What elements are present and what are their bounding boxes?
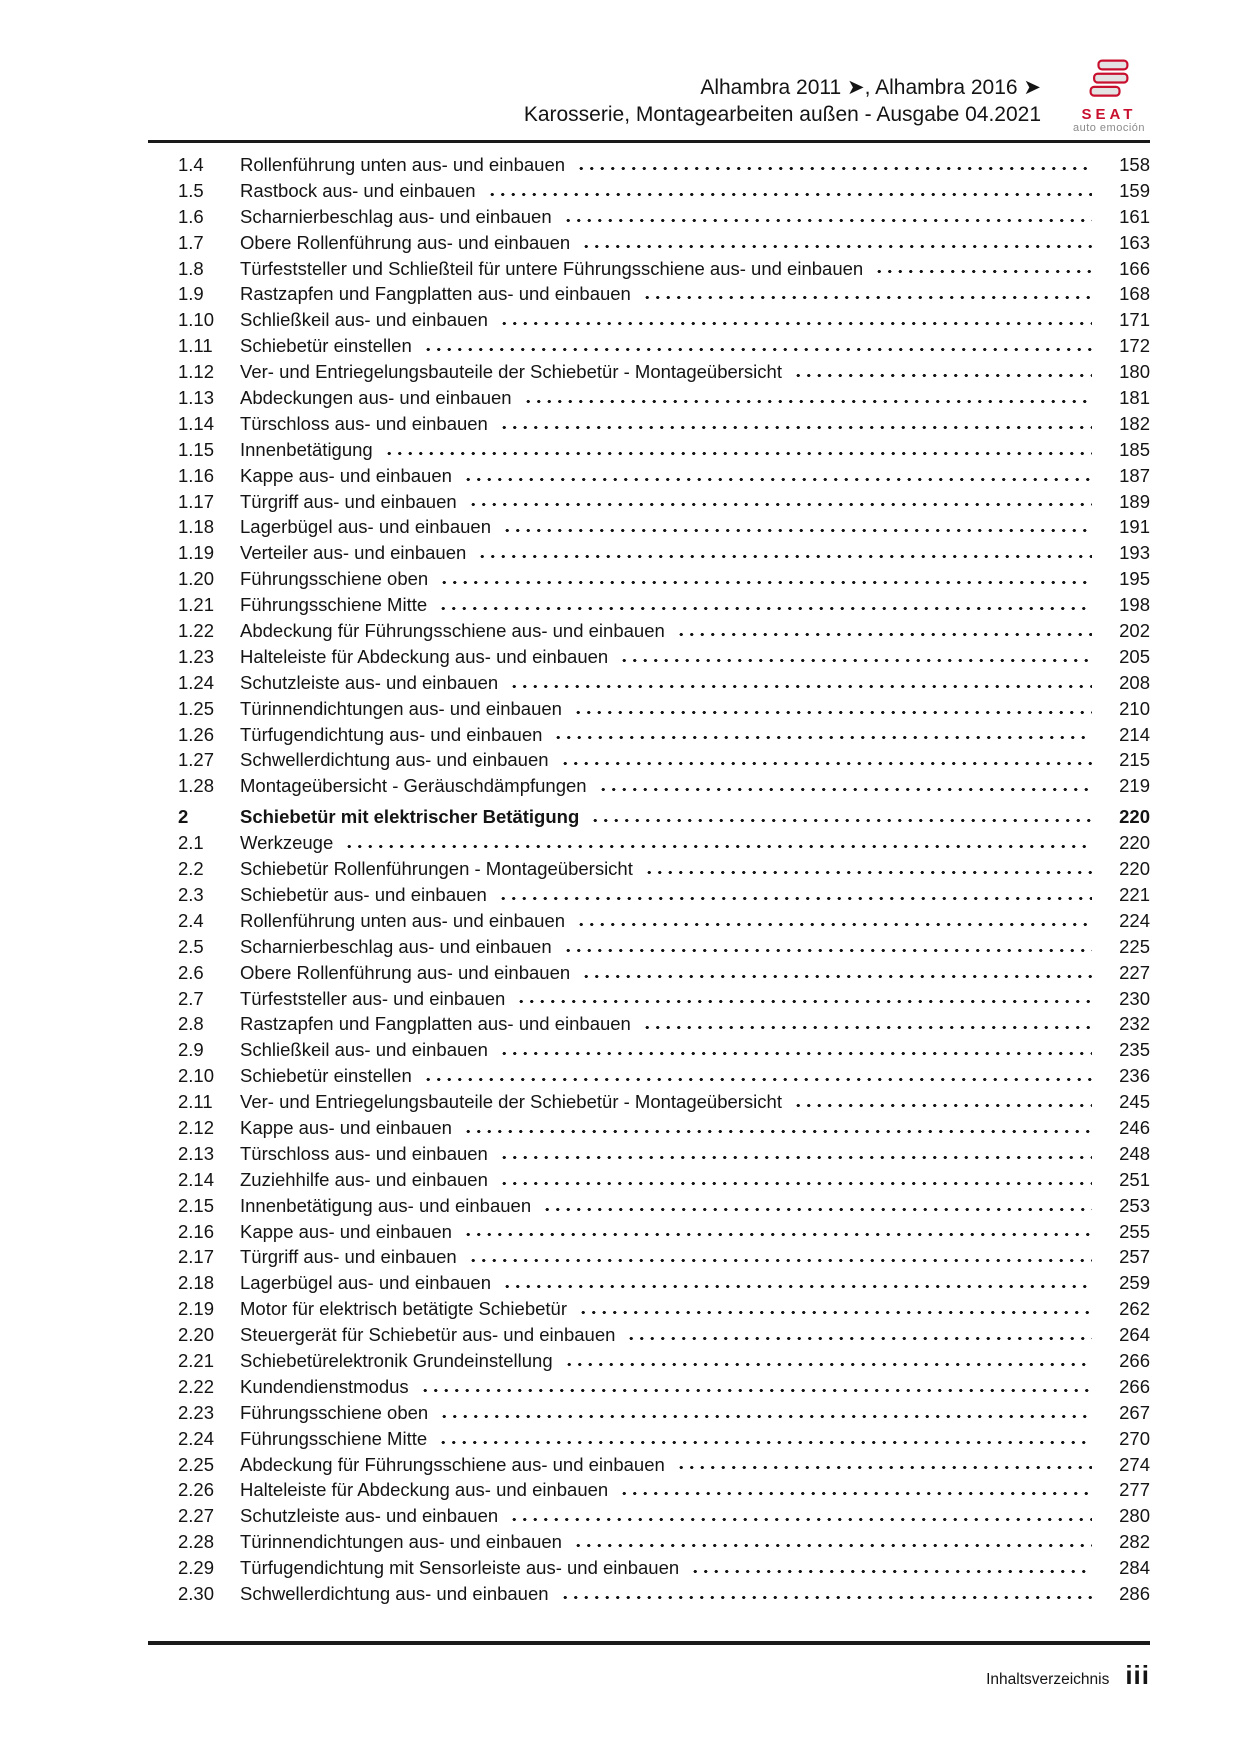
toc-entry-number: 1.27 — [178, 749, 215, 771]
toc-entry-title: Innenbetätigung — [240, 438, 373, 460]
toc-entry-number: 1.21 — [178, 594, 215, 616]
toc-entry — [148, 1011, 1150, 1037]
toc-entry-number: 2.26 — [178, 1479, 215, 1501]
toc-leader-dots — [793, 1103, 1092, 1108]
toc-entry-page: 181 — [1119, 387, 1150, 409]
toc-leader-dots — [564, 1362, 1092, 1367]
toc-leader-dots — [438, 1440, 1092, 1445]
toc-entry-page: 220 — [1119, 858, 1150, 880]
toc-leader-dots — [581, 974, 1092, 979]
toc-entry-title: Lagerbügel aus- und einbauen — [240, 1272, 491, 1294]
toc-entry — [148, 1452, 1150, 1478]
toc-entry-title: Kappe aus- und einbauen — [240, 1116, 452, 1138]
toc-entry-number: 2.14 — [178, 1168, 215, 1190]
toc-entry-number: 1.7 — [178, 231, 204, 253]
header-title-block — [524, 58, 1041, 128]
toc-entry-number: 1.11 — [178, 335, 213, 357]
toc-entry — [148, 385, 1150, 411]
toc-entry-page: 224 — [1119, 909, 1150, 931]
toc-entry-page: 166 — [1119, 257, 1150, 279]
toc-entry — [148, 1322, 1150, 1348]
toc-leader-dots — [563, 218, 1092, 223]
toc-entry — [148, 856, 1150, 882]
toc-entry-page: 274 — [1119, 1453, 1150, 1475]
toc-entry-page: 227 — [1119, 961, 1150, 983]
toc-leader-dots — [439, 580, 1092, 585]
toc-leader-dots — [619, 1491, 1092, 1496]
toc-entry — [148, 281, 1150, 307]
toc-entry-number: 1.25 — [178, 697, 215, 719]
toc-entry-page: 270 — [1119, 1427, 1150, 1449]
toc-entry — [148, 1296, 1150, 1322]
toc-entry-title: Führungsschiene Mitte — [240, 1427, 428, 1449]
toc-entry-page: 220 — [1119, 806, 1150, 828]
toc-entry-title: Verteiler aus- und einbauen — [240, 542, 467, 564]
table-of-contents — [148, 152, 1150, 1607]
toc-entry-number: 1.15 — [178, 438, 215, 460]
toc-leader-dots — [468, 1258, 1092, 1263]
seat-s-logo-icon — [1086, 58, 1132, 105]
toc-leader-dots — [509, 684, 1092, 689]
toc-entry-number: 2.9 — [178, 1039, 204, 1061]
toc-entry-title: Führungsschiene oben — [240, 1401, 429, 1423]
toc-leader-dots — [423, 347, 1092, 352]
toc-entry-number: 2.16 — [178, 1220, 215, 1242]
toc-entry-page: 245 — [1119, 1091, 1150, 1113]
toc-entry-number: 2.24 — [178, 1427, 215, 1449]
page-header — [148, 58, 1150, 135]
toc-entry-number: 1.4 — [178, 154, 204, 175]
toc-entry-number: 2.28 — [178, 1531, 215, 1553]
toc-entry-number: 2.10 — [178, 1065, 215, 1087]
toc-entry-page: 205 — [1119, 645, 1150, 667]
toc-leader-dots — [553, 735, 1092, 740]
toc-leader-dots — [563, 948, 1092, 953]
toc-entry — [148, 1529, 1150, 1555]
toc-entry-title: Obere Rollenführung aus- und einbauen — [240, 231, 571, 253]
toc-entry-number: 2.12 — [178, 1116, 215, 1138]
toc-leader-dots — [499, 1181, 1092, 1186]
toc-entry-number: 2.21 — [178, 1349, 215, 1371]
toc-entry-title: Motor für elektrisch betätigte Schiebetür — [240, 1298, 567, 1320]
toc-entry-page: 246 — [1119, 1116, 1150, 1138]
header-model-line: Alhambra 2011 ➤, Alhambra 2016 ➤ — [700, 76, 1041, 99]
toc-leader-dots — [560, 761, 1092, 766]
seat-logo-tagline: auto emoción — [1072, 122, 1146, 134]
toc-entry-title: Schiebetürelektronik Grundeinstellung — [240, 1349, 553, 1371]
toc-leader-dots — [477, 554, 1092, 559]
toc-leader-dots — [578, 1310, 1092, 1315]
toc-entry-page: 232 — [1119, 1013, 1150, 1035]
toc-leader-dots — [502, 1284, 1092, 1289]
toc-leader-dots — [499, 1051, 1092, 1056]
toc-entry-title: Türgriff aus- und einbauen — [240, 1246, 457, 1268]
toc-entry — [148, 1270, 1150, 1296]
footer-section-label: Inhaltsverzeichnis — [986, 1671, 1110, 1688]
toc-entry-page: 158 — [1119, 154, 1150, 175]
toc-leader-dots — [676, 1465, 1092, 1470]
toc-entry-page: 185 — [1119, 438, 1150, 460]
toc-entry-number: 1.13 — [178, 387, 215, 409]
toc-entry-page: 286 — [1119, 1582, 1150, 1604]
toc-entry-title: Scharnierbeschlag aus- und einbauen — [240, 205, 552, 227]
toc-entry-title: Innenbetätigung aus- und einbauen — [240, 1194, 532, 1216]
toc-entry — [148, 411, 1150, 437]
toc-leader-dots — [463, 477, 1092, 482]
toc-entry — [148, 1374, 1150, 1400]
toc-entry-number: 2 — [178, 806, 189, 828]
toc-entry-title: Schwellerdichtung aus- und einbauen — [240, 1582, 549, 1604]
toc-entry-page: 189 — [1119, 490, 1150, 512]
toc-entry — [148, 307, 1150, 333]
toc-leader-dots — [542, 1207, 1092, 1212]
toc-entry-number: 1.20 — [178, 568, 215, 590]
toc-entry — [148, 618, 1150, 644]
toc-leader-dots — [573, 710, 1092, 715]
toc-entry-page: 225 — [1119, 935, 1150, 957]
toc-entry — [148, 1063, 1150, 1089]
toc-entry-page: 221 — [1119, 883, 1150, 905]
toc-entry-number: 1.14 — [178, 412, 215, 434]
toc-entry — [148, 566, 1150, 592]
toc-entry-page: 163 — [1119, 231, 1150, 253]
toc-entry — [148, 1503, 1150, 1529]
toc-entry-number: 2.3 — [178, 883, 204, 905]
toc-entry-title: Lagerbügel aus- und einbauen — [240, 516, 491, 538]
toc-entry-title: Scharnierbeschlag aus- und einbauen — [240, 935, 552, 957]
toc-entry-number: 1.24 — [178, 671, 215, 693]
toc-entry-title: Abdeckung für Führungsschiene aus- und einbauen — [240, 1453, 665, 1475]
toc-entry-title: Türfugendichtung mit Sensorleiste aus- und einbauen — [240, 1557, 680, 1579]
toc-entry — [148, 1400, 1150, 1426]
toc-entry-number: 1.10 — [178, 309, 215, 331]
toc-entry — [148, 592, 1150, 618]
toc-entry — [148, 960, 1150, 986]
toc-entry — [148, 696, 1150, 722]
toc-entry-number: 2.2 — [178, 858, 204, 880]
toc-entry — [148, 1037, 1150, 1063]
toc-entry-number: 2.29 — [178, 1557, 215, 1579]
header-document-line: Karosserie, Montagearbeiten außen - Ausgabe 04.2021 — [523, 103, 1041, 126]
toc-entry-title: Schiebetür einstellen — [240, 1065, 412, 1087]
toc-entry-title: Rastzapfen und Fangplatten aus- und einbauen — [240, 283, 631, 305]
toc-entry — [148, 644, 1150, 670]
toc-entry-title: Führungsschiene Mitte — [240, 594, 428, 616]
toc-entry — [148, 670, 1150, 696]
toc-entry-number: 2.7 — [178, 987, 204, 1009]
toc-entry — [148, 437, 1150, 463]
toc-entry-title: Schiebetür Rollenführungen - Montageübersicht — [240, 858, 633, 880]
toc-entry-number: 2.4 — [178, 909, 204, 931]
toc-leader-dots — [487, 192, 1092, 197]
toc-entry — [148, 230, 1150, 256]
toc-entry — [148, 514, 1150, 540]
toc-entry-title: Führungsschiene oben — [240, 568, 429, 590]
toc-entry-number: 2.6 — [178, 961, 204, 983]
toc-entry-title: Ver- und Entriegelungsbauteile der Schiebetür - Montageübersicht — [240, 361, 782, 383]
toc-entry-title: Zuziehhilfe aus- und einbauen — [240, 1168, 488, 1190]
toc-entry-number: 2.25 — [178, 1453, 215, 1475]
toc-entry-title: Schiebetür einstellen — [240, 335, 412, 357]
toc-entry — [148, 1089, 1150, 1115]
footer-divider — [148, 1641, 1150, 1645]
toc-entry-number: 2.17 — [178, 1246, 215, 1268]
toc-entry — [148, 1141, 1150, 1167]
toc-leader-dots — [420, 1388, 1092, 1393]
toc-entry-title: Türschloss aus- und einbauen — [240, 1142, 488, 1164]
toc-entry-page: 267 — [1119, 1401, 1150, 1423]
toc-entry-title: Schiebetür aus- und einbauen — [240, 883, 487, 905]
toc-entry-title: Schließkeil aus- und einbauen — [240, 309, 488, 331]
toc-entry-title: Türfugendichtung aus- und einbauen — [240, 723, 543, 745]
toc-entry-page: 208 — [1119, 671, 1150, 693]
toc-entry-title: Schutzleiste aus- und einbauen — [240, 1505, 499, 1527]
toc-entry-page: 159 — [1119, 179, 1150, 201]
toc-leader-dots — [499, 1155, 1092, 1160]
toc-entry-page: 171 — [1119, 309, 1150, 331]
toc-entry-title: Türschloss aus- und einbauen — [240, 412, 488, 434]
toc-leader-dots — [499, 425, 1092, 430]
toc-entry-number: 2.11 — [178, 1091, 213, 1113]
toc-leader-dots — [499, 321, 1092, 326]
toc-entry — [148, 830, 1150, 856]
toc-entry-page: 280 — [1119, 1505, 1150, 1527]
toc-entry-title: Rollenführung unten aus- und einbauen — [240, 154, 566, 175]
toc-entry-number: 1.18 — [178, 516, 215, 538]
toc-entry-title: Türinnendichtungen aus- und einbauen — [240, 697, 562, 719]
toc-entry-number: 1.22 — [178, 620, 215, 642]
toc-entry-title: Türfeststeller und Schließteil für untere Führungsschiene aus- und einbauen — [240, 257, 864, 279]
toc-entry-page: 214 — [1119, 723, 1150, 745]
toc-entry-title: Abdeckung für Führungsschiene aus- und einbauen — [240, 620, 665, 642]
toc-entry — [148, 722, 1150, 748]
toc-entry-title: Obere Rollenführung aus- und einbauen — [240, 961, 571, 983]
toc-entry-number: 2.1 — [178, 832, 204, 854]
toc-entry-page: 253 — [1119, 1194, 1150, 1216]
toc-entry-page: 198 — [1119, 594, 1150, 616]
toc-entry-number: 2.27 — [178, 1505, 215, 1527]
toc-entry-page: 195 — [1119, 568, 1150, 590]
toc-entry-page: 191 — [1119, 516, 1150, 538]
toc-entry — [148, 152, 1150, 178]
toc-entry-page: 282 — [1119, 1531, 1150, 1553]
toc-entry — [148, 1244, 1150, 1270]
toc-entry-title: Montageübersicht - Geräuschdämpfungen — [240, 775, 587, 797]
toc-leader-dots — [509, 1517, 1092, 1522]
toc-leader-dots — [438, 606, 1092, 611]
toc-entry — [148, 1193, 1150, 1219]
toc-leader-dots — [463, 1232, 1092, 1237]
toc-leader-dots — [468, 502, 1092, 507]
toc-entry-title: Kappe aus- und einbauen — [240, 464, 452, 486]
toc-entry — [148, 747, 1150, 773]
footer-page-number: iii — [1125, 1660, 1150, 1690]
toc-entry — [148, 1167, 1150, 1193]
toc-leader-dots — [642, 1025, 1092, 1030]
toc-entry-title: Türgriff aus- und einbauen — [240, 490, 457, 512]
toc-leader-dots — [598, 787, 1092, 792]
toc-entry-page: 187 — [1119, 464, 1150, 486]
toc-entry — [148, 882, 1150, 908]
toc-entry-title: Schwellerdichtung aus- und einbauen — [240, 749, 549, 771]
toc-entry — [148, 1581, 1150, 1607]
toc-entry-number: 2.5 — [178, 935, 204, 957]
toc-entry-title: Halteleiste für Abdeckung aus- und einbauen — [240, 1479, 609, 1501]
toc-entry-number: 1.12 — [178, 361, 215, 383]
toc-entry-title: Steuergerät für Schiebetür aus- und einbauen — [240, 1324, 616, 1346]
toc-entry-title: Türinnendichtungen aus- und einbauen — [240, 1531, 562, 1553]
toc-entry-title: Werkzeuge — [240, 832, 334, 854]
toc-entry — [148, 986, 1150, 1012]
toc-entry — [148, 1426, 1150, 1452]
toc-entry-page: 248 — [1119, 1142, 1150, 1164]
toc-entry — [148, 256, 1150, 282]
toc-entry — [148, 804, 1150, 830]
toc-leader-dots — [619, 658, 1092, 663]
toc-leader-dots — [676, 632, 1092, 637]
toc-entry-title: Schließkeil aus- und einbauen — [240, 1039, 488, 1061]
toc-entry-number: 1.28 — [178, 775, 215, 797]
toc-entry-number: 1.5 — [178, 179, 204, 201]
toc-entry-number: 2.18 — [178, 1272, 215, 1294]
toc-entry-title: Rastzapfen und Fangplatten aus- und einbauen — [240, 1013, 631, 1035]
toc-entry-number: 1.23 — [178, 645, 215, 667]
toc-entry-title: Rollenführung unten aus- und einbauen — [240, 909, 566, 931]
toc-entry-page: 193 — [1119, 542, 1150, 564]
toc-entry-number: 2.19 — [178, 1298, 215, 1320]
toc-entry-title: Schutzleiste aus- und einbauen — [240, 671, 499, 693]
toc-entry-page: 161 — [1119, 205, 1150, 227]
toc-entry — [148, 1219, 1150, 1245]
toc-entry — [148, 489, 1150, 515]
toc-entry-page: 182 — [1119, 412, 1150, 434]
toc-entry-page: 215 — [1119, 749, 1150, 771]
toc-entry-page: 277 — [1119, 1479, 1150, 1501]
toc-entry-page: 168 — [1119, 283, 1150, 305]
toc-leader-dots — [384, 451, 1092, 456]
toc-entry-page: 220 — [1119, 832, 1150, 854]
toc-leader-dots — [874, 269, 1092, 274]
toc-entry-page: 266 — [1119, 1375, 1150, 1397]
toc-entry-number: 2.20 — [178, 1324, 215, 1346]
header-divider — [148, 140, 1150, 143]
toc-entry-page: 264 — [1119, 1324, 1150, 1346]
toc-entry-page: 284 — [1119, 1557, 1150, 1579]
toc-entry-title: Abdeckungen aus- und einbauen — [240, 387, 512, 409]
toc-entry-title: Kundendienstmodus — [240, 1375, 409, 1397]
toc-entry-number: 1.8 — [178, 257, 204, 279]
toc-leader-dots — [793, 373, 1092, 378]
toc-entry-page: 210 — [1119, 697, 1150, 719]
toc-leader-dots — [576, 166, 1092, 171]
toc-entry — [148, 908, 1150, 934]
seat-logo — [1068, 58, 1150, 135]
toc-leader-dots — [463, 1129, 1092, 1134]
toc-entry — [148, 204, 1150, 230]
toc-leader-dots — [626, 1336, 1092, 1341]
toc-entry-page: 236 — [1119, 1065, 1150, 1087]
toc-leader-dots — [573, 1543, 1092, 1548]
toc-entry-title: Schiebetür mit elektrischer Betätigung — [240, 806, 580, 828]
toc-leader-dots — [516, 999, 1092, 1004]
toc-entry-page: 259 — [1119, 1272, 1150, 1294]
seat-logo-wordmark: SEAT — [1081, 106, 1137, 123]
toc-entry-page: 251 — [1119, 1168, 1150, 1190]
toc-leader-dots — [576, 922, 1092, 927]
toc-leader-dots — [423, 1077, 1092, 1082]
toc-entry-page: 219 — [1119, 775, 1150, 797]
toc-entry — [148, 1115, 1150, 1141]
toc-leader-dots — [642, 295, 1092, 300]
toc-entry-number: 2.15 — [178, 1194, 215, 1216]
toc-entry — [148, 1348, 1150, 1374]
toc-entry-number: 2.8 — [178, 1013, 204, 1035]
toc-entry-number: 2.30 — [178, 1582, 215, 1604]
toc-entry-page: 266 — [1119, 1349, 1150, 1371]
toc-entry-title: Türfeststeller aus- und einbauen — [240, 987, 506, 1009]
toc-leader-dots — [498, 896, 1092, 901]
toc-entry-page: 180 — [1119, 361, 1150, 383]
toc-leader-dots — [523, 399, 1092, 404]
toc-leader-dots — [690, 1569, 1092, 1574]
toc-entry-page: 172 — [1119, 335, 1150, 357]
toc-entry-page: 255 — [1119, 1220, 1150, 1242]
toc-entry — [148, 934, 1150, 960]
toc-entry — [148, 463, 1150, 489]
toc-entry-title: Rastbock aus- und einbauen — [240, 179, 476, 201]
toc-entry-number: 1.17 — [178, 490, 215, 512]
toc-entry-page: 235 — [1119, 1039, 1150, 1061]
toc-entry-page: 257 — [1119, 1246, 1150, 1268]
toc-leader-dots — [644, 870, 1092, 875]
toc-leader-dots — [590, 818, 1092, 823]
toc-entry-number: 1.6 — [178, 205, 204, 227]
toc-entry-page: 230 — [1119, 987, 1150, 1009]
toc-leader-dots — [502, 528, 1092, 533]
toc-entry — [148, 333, 1150, 359]
toc-entry-title: Halteleiste für Abdeckung aus- und einbauen — [240, 645, 609, 667]
toc-leader-dots — [581, 244, 1092, 249]
toc-entry-number: 2.23 — [178, 1401, 215, 1423]
toc-entry-number: 2.22 — [178, 1375, 215, 1397]
toc-entry-title: Ver- und Entriegelungsbauteile der Schiebetür - Montageübersicht — [240, 1091, 782, 1113]
toc-entry — [148, 540, 1150, 566]
toc-entry-number: 2.13 — [178, 1142, 215, 1164]
toc-entry-page: 202 — [1119, 620, 1150, 642]
toc-entry — [148, 178, 1150, 204]
toc-entry-number: 1.16 — [178, 464, 215, 486]
toc-entry — [148, 773, 1150, 799]
toc-entry — [148, 1477, 1150, 1503]
toc-entry-page: 262 — [1119, 1298, 1150, 1320]
toc-entry-number: 1.26 — [178, 723, 215, 745]
toc-leader-dots — [560, 1595, 1092, 1600]
toc-entry-number: 1.19 — [178, 542, 215, 564]
toc-entry — [148, 1555, 1150, 1581]
toc-leader-dots — [344, 844, 1092, 849]
toc-leader-dots — [439, 1414, 1092, 1419]
toc-entry — [148, 359, 1150, 385]
page-footer — [148, 1660, 1150, 1691]
toc-entry-title: Kappe aus- und einbauen — [240, 1220, 452, 1242]
toc-entry-number: 1.9 — [178, 283, 204, 305]
